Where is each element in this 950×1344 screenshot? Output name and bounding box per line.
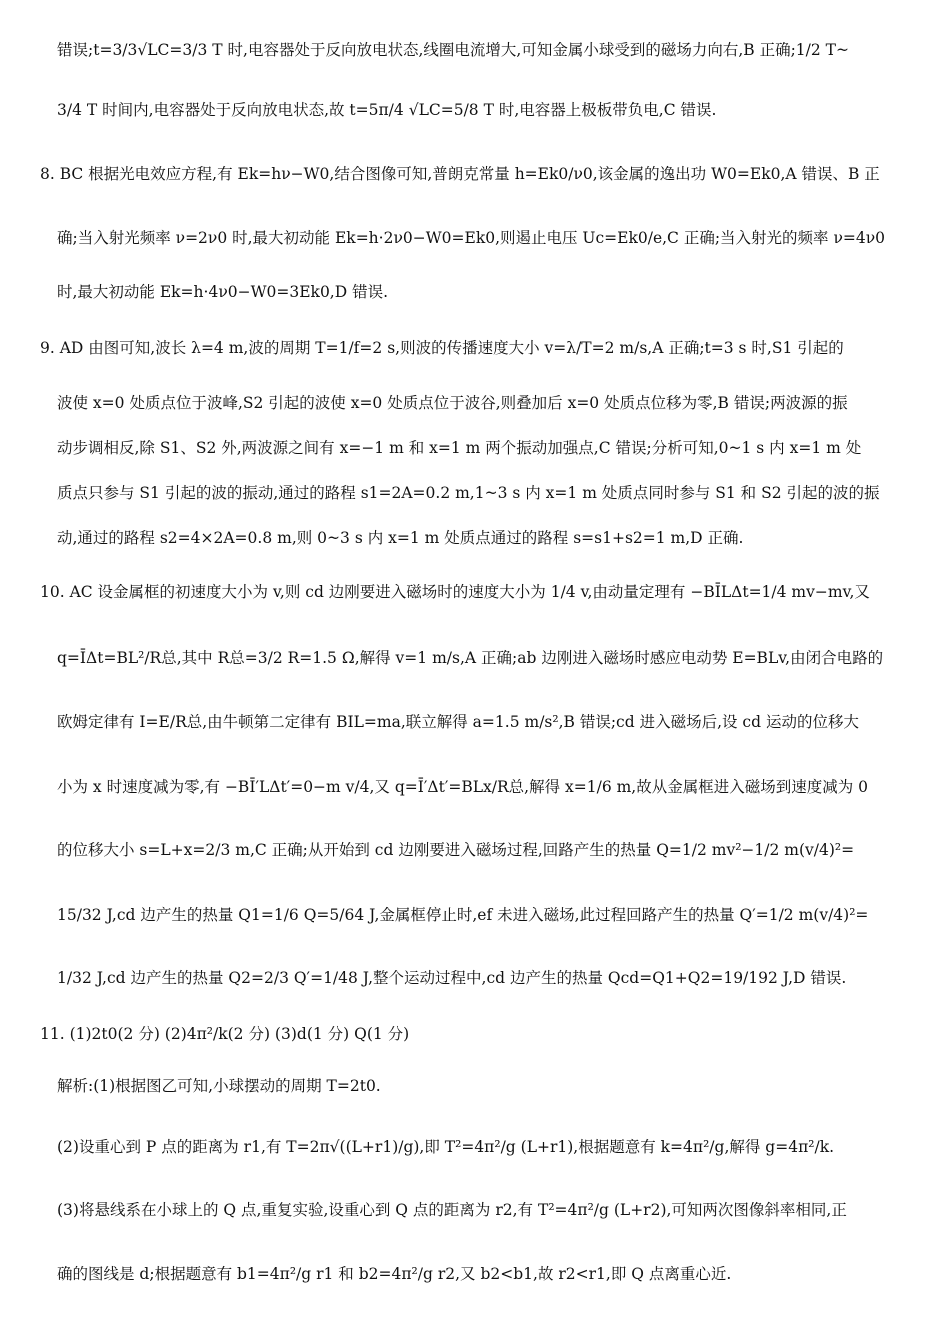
text-line: 解析:(1)根据图乙可知,小球摆动的周期 T=2t0. bbox=[57, 1077, 381, 1095]
text-line: 15/32 J,cd 边产生的热量 Q1=1/6 Q=5/64 J,金属框停止时,ef 未进入磁场,此过程回路产生的热量 Q′=1/2 m(v/4)²= bbox=[57, 906, 869, 924]
text-line: 质点只参与 S1 引起的波的振动,通过的路程 s1=2A=0.2 m,1~3 s 内 x=1 m 处质点同时参与 S1 和 S2 引起的波的振 bbox=[57, 484, 880, 502]
text-line: 错误;t=3/3√LC=3/3 T 时,电容器处于反向放电状态,线圈电流增大,可知金属小球受到的磁场力向右,B 正确;1/2 T~ bbox=[57, 41, 849, 59]
text-line: 波使 x=0 处质点位于波峰,S2 引起的波使 x=0 处质点位于波谷,则叠加后 x=0 处质点位移为零,B 错误;两波源的振 bbox=[57, 394, 848, 412]
text-line: 小为 x 时速度减为零,有 −BĪ′LΔt′=0−m v/4,又 q=Ī′Δt′=BLx/R总,解得 x=1/6 m,故从金属框进入磁场到速度减为 0 bbox=[57, 778, 869, 796]
text-line: 3/4 T 时间内,电容器处于反向放电状态,故 t=5π/4 √LC=5/8 T 时,电容器上极板带负电,C 错误. bbox=[57, 101, 717, 119]
text-line: 10. AC 设金属框的初速度大小为 v,则 cd 边刚要进入磁场时的速度大小为 1/4 v,由动量定理有 −BĪLΔt=1/4 mv−mv,又 bbox=[40, 583, 870, 601]
text-line: 动步调相反,除 S1、S2 外,两波源之间有 x=−1 m 和 x=1 m 两个振动加强点,C 错误;分析可知,0~1 s 内 x=1 m 处 bbox=[57, 439, 862, 457]
text-line: 欧姆定律有 I=E/R总,由牛顿第二定律有 BIL=ma,联立解得 a=1.5 m/s²,B 错误;cd 进入磁场后,设 cd 运动的位移大 bbox=[57, 713, 859, 731]
text-line: 8. BC 根据光电效应方程,有 Ek=hν−W0,结合图像可知,普朗克常量 h=Ek0/ν0,该金属的逸出功 W0=Ek0,A 错误、B 正 bbox=[40, 165, 880, 183]
text-line: 9. AD 由图可知,波长 λ=4 m,波的周期 T=1/f=2 s,则波的传播速度大小 v=λ/T=2 m/s,A 正确;t=3 s 时,S1 引起的 bbox=[40, 339, 844, 357]
text-line: q=ĪΔt=BL²/R总,其中 R总=3/2 R=1.5 Ω,解得 v=1 m/s,A 正确;ab 边刚进入磁场时感应电动势 E=BLv,由闭合电路的 bbox=[57, 649, 884, 667]
text-line: 11. (1)2t0(2 分) (2)4π²/k(2 分) (3)d(1 分) Q(1 分) bbox=[40, 1025, 410, 1043]
text-line: 的位移大小 s=L+x=2/3 m,C 正确;从开始到 cd 边刚要进入磁场过程,回路产生的热量 Q=1/2 mv²−1/2 m(v/4)²= bbox=[57, 841, 855, 859]
text-line: 时,最大初动能 Ek=h·4ν0−W0=3Ek0,D 错误. bbox=[57, 283, 389, 301]
text-line: 确;当入射光频率 ν=2ν0 时,最大初动能 Ek=h·2ν0−W0=Ek0,则遏止电压 Uc=Ek0/e,C 正确;当入射光的频率 ν=4ν0 bbox=[57, 229, 886, 247]
text-line: 动,通过的路程 s2=4×2A=0.8 m,则 0~3 s 内 x=1 m 处质点通过的路程 s=s1+s2=1 m,D 正确. bbox=[57, 529, 744, 547]
text-line: 确的图线是 d;根据题意有 b1=4π²/g r1 和 b2=4π²/g r2,又 b2<b1,故 r2<r1,即 Q 点离重心近. bbox=[57, 1265, 732, 1283]
text-line: (3)将悬线系在小球上的 Q 点,重复实验,设重心到 Q 点的距离为 r2,有 T²=4π²/g (L+r2),可知两次图像斜率相同,正 bbox=[57, 1201, 847, 1219]
text-line: (2)设重心到 P 点的距离为 r1,有 T=2π√((L+r1)/g),即 T²=4π²/g (L+r1),根据题意有 k=4π²/g,解得 g=4π²/k. bbox=[57, 1138, 835, 1156]
text-line: 1/32 J,cd 边产生的热量 Q2=2/3 Q′=1/48 J,整个运动过程中,cd 边产生的热量 Qcd=Q1+Q2=19/192 J,D 错误. bbox=[57, 969, 847, 987]
